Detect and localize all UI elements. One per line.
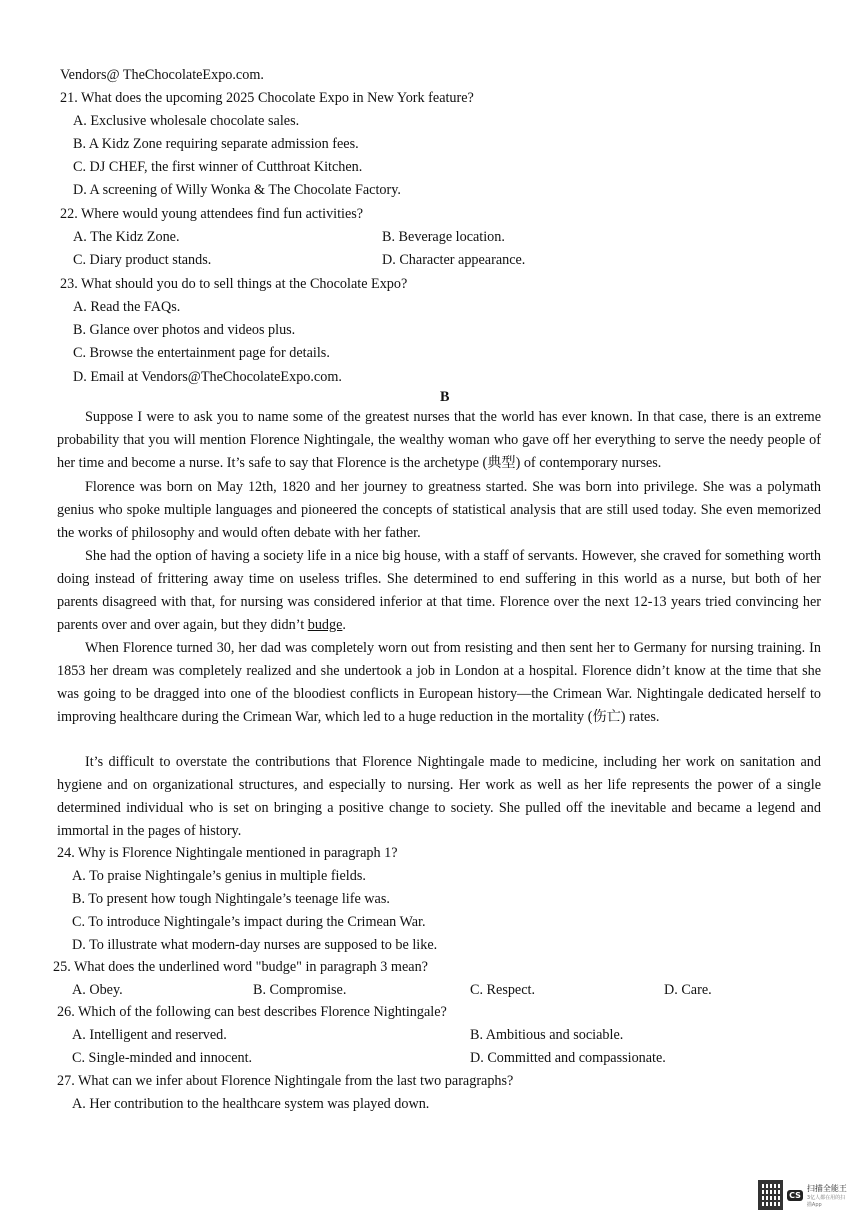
question-24-option-d: D. To illustrate what modern-day nurses are supposed to be like. — [72, 937, 438, 953]
question-22-option-a: A. The Kidz Zone. — [73, 229, 180, 245]
question-23-option-c: C. Browse the entertainment page for details. — [73, 345, 330, 361]
question-27-stem: 27. What can we infer about Florence Nightingale from the last two paragraphs? — [57, 1073, 514, 1089]
email-line: Vendors@ TheChocolateExpo.com. — [60, 67, 264, 83]
question-24-option-a: A. To praise Nightingale’s genius in multiple fields. — [72, 868, 366, 884]
question-21-stem: 21. What does the upcoming 2025 Chocolate Expo in New York feature? — [60, 90, 474, 106]
question-26-stem: 26. Which of the following can best describes Florence Nightingale? — [57, 1004, 447, 1020]
passage-paragraph-5: It’s difficult to overstate the contributions that Florence Nightingale made to medicine, including her work on sanitation and hygiene and on organizational structures, and especially to nursing. Her work as well as her life represents the power of a single determined individual who is set on bringing a positive change to society. She pulled off the inevitable and became a legend and immortal in the pages of history. — [57, 754, 821, 839]
question-24-stem: 24. Why is Florence Nightingale mentioned in paragraph 1? — [57, 845, 398, 861]
question-25-option-c: C. Respect. — [470, 982, 536, 998]
question-26-option-c: C. Single-minded and innocent. — [72, 1050, 253, 1066]
question-23-stem: 23. What should you do to sell things at the Chocolate Expo? — [60, 276, 408, 292]
question-26-option-b: B. Ambitious and sociable. — [470, 1027, 624, 1043]
passage-heading: B — [440, 389, 450, 405]
camscanner-logo-icon: CS — [789, 1190, 801, 1200]
question-27-option-a: A. Her contribution to the healthcare system was played down. — [72, 1096, 430, 1112]
question-23-option-d: D. Email at Vendors@TheChocolateExpo.com. — [73, 369, 342, 385]
watermark-subtitle: 3亿人都在用的扫描App — [806, 1194, 846, 1208]
question-21-option-c: C. DJ CHEF, the first winner of Cutthroat Kitchen. — [73, 159, 363, 175]
question-22-stem: 22. Where would young attendees find fun activities? — [60, 206, 364, 222]
passage-paragraph-2: Florence was born on May 12th, 1820 and her journey to greatness started. She was born into privilege. She was a polymath genius who spoke multiple languages and pioneered the concepts of statistical analysis that are still used today. She even memorized the works of philosophy and would often debate with her father. — [57, 479, 821, 541]
question-25-option-a: A. Obey. — [72, 982, 123, 998]
question-22-option-c: C. Diary product stands. — [73, 252, 212, 268]
question-22-option-d: D. Character appearance. — [382, 252, 526, 268]
passage-paragraph-1: Suppose I were to ask you to name some of the greatest nurses that the world has ever known. In that case, there is an extreme probability that you will mention Florence Nightingale, the wealthy woman who gave off her everything to serve the needy people of her time and become a nurse. It’s safe to say that Florence is the archetype (典型) of contemporary nurses. — [57, 409, 821, 471]
watermark-text — [807, 1183, 850, 1208]
paragraph-3-text: She had the option of having a society life in a nice big house, with a staff of servants. However, she craved for something worth doing instead of frittering away time on useless trifles. She determined to end suffering in this world as a nurse, but both of her parents disagreed with that, for nursing was considered inferior at that time. Florence over the next 12-13 years tried convincing her parents over and over again, but they didn’t — [57, 548, 821, 633]
paragraph-3-end: . — [342, 617, 346, 633]
question-21-option-d: D. A screening of Willy Wonka & The Chocolate Factory. — [73, 182, 401, 198]
question-21-option-a: A. Exclusive wholesale chocolate sales. — [73, 113, 300, 129]
watermark-title: 扫描全能王 — [806, 1183, 847, 1193]
qr-code-icon — [758, 1180, 783, 1210]
question-25-option-d: D. Care. — [664, 982, 712, 998]
question-22-option-b: B. Beverage location. — [382, 229, 505, 245]
question-23-option-b: B. Glance over photos and videos plus. — [73, 322, 296, 338]
scanner-watermark — [758, 1178, 850, 1212]
underlined-word-budge: budge — [307, 617, 343, 633]
passage-paragraph-3 — [57, 545, 821, 637]
question-26-option-a: A. Intelligent and reserved. — [72, 1027, 227, 1043]
question-21-option-b: B. A Kidz Zone requiring separate admission fees. — [73, 136, 359, 152]
question-25-option-b: B. Compromise. — [253, 982, 347, 998]
question-24-option-c: C. To introduce Nightingale’s impact during the Crimean War. — [72, 914, 426, 930]
question-23-option-a: A. Read the FAQs. — [73, 299, 181, 315]
question-25-stem: 25. What does the underlined word "budge" in paragraph 3 mean? — [53, 959, 428, 975]
question-24-option-b: B. To present how tough Nightingale’s teenage life was. — [72, 891, 390, 907]
passage-paragraph-4: When Florence turned 30, her dad was completely worn out from resisting and then sent her to Germany for nursing training. In 1853 her dream was completely realized and she undertook a job in London at a hospital. Florence didn’t know at the time that she was going to be dragged into one of the bloodiest conflicts in European history—the Crimean War. Nightingale dedicated herself to improving healthcare during the Crimean War, which led to a huge reduction in the mortality (伤亡) rates. — [57, 640, 821, 725]
question-26-option-d: D. Committed and compassionate. — [470, 1050, 666, 1066]
